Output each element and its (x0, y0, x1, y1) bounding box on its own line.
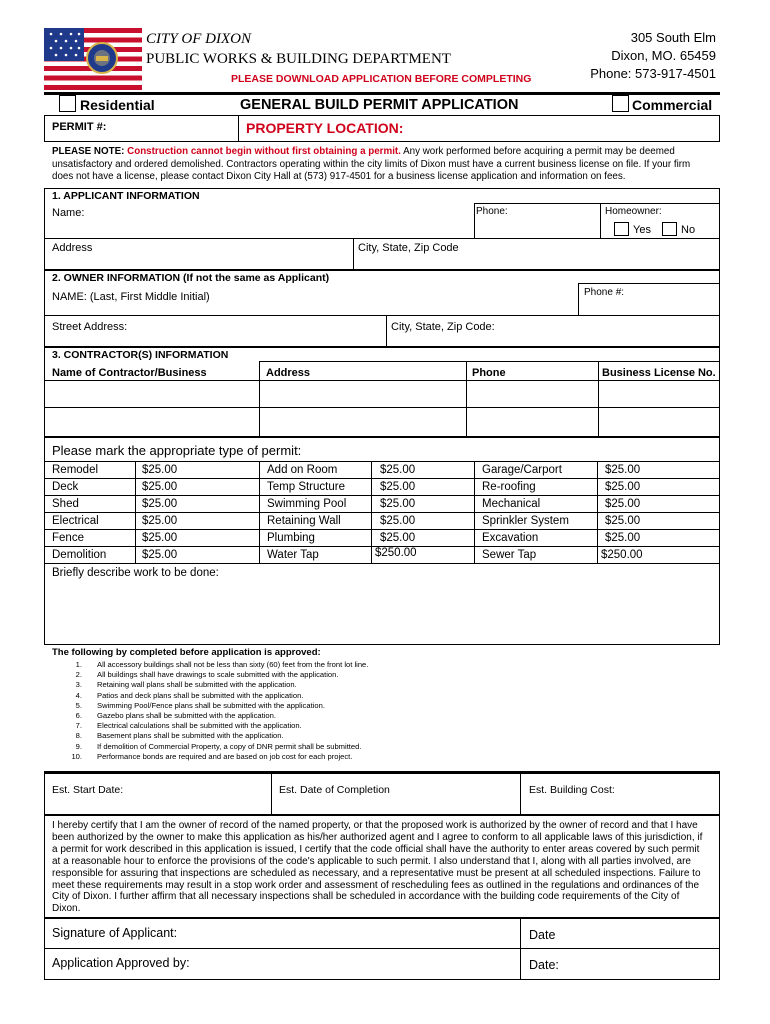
permit-type-heading: Please mark the appropriate type of permit: (52, 443, 302, 458)
contractor-row-2-license[interactable] (600, 409, 718, 435)
permit-type-shed[interactable]: Shed (52, 498, 79, 510)
permit-grid-col-2 (259, 461, 260, 563)
homeowner-no-checkbox[interactable] (662, 222, 677, 236)
permit-type-plumbing[interactable]: Plumbing (267, 532, 315, 544)
owner-city-state-zip-field[interactable] (505, 318, 715, 345)
permit-fee-retaining-wall: $25.00 (380, 515, 416, 527)
applicant-heading: 1. APPLICANT INFORMATION (52, 190, 200, 202)
permit-type-garage-carport[interactable]: Garage/Carport (482, 464, 562, 476)
contractor-row-1-name[interactable] (46, 382, 257, 406)
requirement-text: Retaining wall plans shall be submitted with the application. (97, 680, 297, 690)
permit-grid-line-3 (44, 512, 720, 513)
contractor-row-1-phone[interactable] (468, 382, 596, 406)
applicant-address-label: Address (52, 242, 93, 254)
requirement-number: 3. (75, 680, 82, 690)
signature-applicant-field[interactable] (200, 921, 516, 946)
applicant-city-state-zip-label: City, State, Zip Code (358, 242, 459, 254)
contractor-row-2-phone[interactable] (468, 409, 596, 435)
permit-type-demolition[interactable]: Demolition (52, 549, 107, 561)
describe-work-label: Briefly describe work to be done: (52, 567, 219, 579)
contractor-row-2-name[interactable] (46, 409, 257, 435)
requirements-list (60, 660, 368, 762)
permit-type-remodel[interactable]: Remodel (52, 464, 99, 476)
notice-line2: unsatisfactory and ordered demolished. Contractors operating within the city limits of Dixon must have a current business license on file. If your firm (52, 158, 691, 170)
requirement-number: 8. (75, 731, 82, 741)
permit-type-temp-structure[interactable]: Temp Structure (267, 481, 345, 493)
permit-fee-sprinkler-system: $25.00 (605, 515, 641, 527)
permit-fee-deck: $25.00 (142, 481, 178, 493)
certification-line: a permit for work described in this application is issued, I certify that the code official shall have the authority to enter areas covered by such permit (52, 843, 700, 855)
contractor-col-divider-3 (598, 361, 599, 437)
department-name: PUBLIC WORKS & BUILDING DEPARTMENT (146, 51, 451, 67)
homeowner-label: Homeowner: (605, 206, 662, 217)
requirement-number: 4. (75, 690, 82, 700)
contractor-col-name: Name of Contractor/Business (52, 367, 207, 379)
owner-phone-field[interactable] (582, 298, 716, 314)
certification-line: Dixon. (52, 903, 81, 915)
approved-date-label: Date: (529, 958, 559, 972)
owner-street-field[interactable] (140, 318, 383, 345)
flag-logo (44, 28, 142, 90)
residential-checkbox[interactable] (59, 95, 76, 112)
applicant-row-line (44, 238, 720, 239)
certification-line: City of Dixon. I further affirm that all necessary inspections shall be scheduled in accordance with the building code requirements of the City of (52, 891, 680, 903)
requirement-number: 1. (75, 660, 82, 669)
applicant-address-field[interactable] (100, 240, 350, 268)
est-completion-label: Est. Date of Completion (279, 784, 390, 796)
estimates-divider-1 (271, 773, 272, 815)
permit-type-electrical[interactable]: Electrical (52, 515, 99, 527)
requirement-item (60, 721, 368, 731)
permit-grid-col-3 (371, 461, 372, 563)
permit-type-retaining-wall[interactable]: Retaining Wall (267, 515, 341, 527)
permit-type-add-on-room[interactable]: Add on Room (267, 464, 338, 476)
estimates-divider-2 (520, 773, 521, 815)
certification-text (52, 820, 716, 915)
contractor-row-2-address[interactable] (261, 409, 464, 435)
permit-grid-line-4 (44, 529, 720, 530)
owner-name-field[interactable] (230, 286, 575, 313)
approved-by-label: Application Approved by: (52, 956, 190, 970)
certification-line: I hereby certify that I am the owner of record of the named property, or that the proposed work is authorized by the owner of record and that I have (52, 820, 698, 831)
approved-by-field[interactable] (210, 951, 516, 977)
office-address-line2: Dixon, MO. 65459 (611, 48, 716, 63)
permit-fee-temp-structure: $25.00 (380, 481, 416, 493)
owner-heading: 2. OWNER INFORMATION (If not the same as Applicant) (52, 272, 330, 284)
permit-type-deck[interactable]: Deck (52, 481, 79, 493)
contractor-row-1-address[interactable] (261, 382, 464, 406)
est-start-date-label: Est. Start Date: (52, 784, 124, 796)
notice-red-text: Construction cannot begin without first obtaining a permit. (127, 146, 401, 157)
requirement-number: 6. (75, 711, 82, 721)
requirement-text: All buildings shall have drawings to scale submitted with the application. (97, 670, 339, 680)
contractor-col-divider-1 (259, 361, 260, 437)
contractor-row-line (44, 407, 720, 408)
contractor-col-address: Address (266, 367, 311, 379)
requirement-number: 2. (75, 670, 82, 680)
permit-row-divider (238, 115, 239, 142)
describe-work-field[interactable] (48, 583, 716, 641)
permit-fee-add-on-room: $25.00 (380, 464, 416, 476)
permit-type-excavation[interactable]: Excavation (482, 532, 539, 544)
contractor-row-1-license[interactable] (600, 382, 718, 406)
contractor-header-line (44, 380, 720, 381)
applicant-phone-field[interactable] (478, 218, 596, 236)
property-location-label: PROPERTY LOCATION: (246, 120, 404, 136)
owner-row-line (44, 315, 720, 316)
homeowner-yes-checkbox[interactable] (614, 222, 629, 236)
notice-line3: does not have a license, please contact Dixon City Hall at (573) 917-4501 for a business license application and information on fees. (52, 171, 626, 182)
est-building-cost-label: Est. Building Cost: (529, 784, 615, 796)
contractor-col-divider-2 (466, 361, 467, 437)
download-notice: PLEASE DOWNLOAD APPLICATION BEFORE COMPLETING (231, 73, 532, 85)
applicant-city-state-zip-field[interactable] (470, 240, 715, 268)
requirement-text: Gazebo plans shall be submitted with the application. (97, 711, 276, 721)
requirement-text: Performance bonds are required and are based on job cost for each project. (97, 751, 353, 761)
est-start-date-field[interactable] (48, 798, 268, 813)
homeowner-yes-label: Yes (633, 224, 651, 236)
permit-fee-swimming-pool: $25.00 (380, 498, 416, 510)
permit-fee-sewer-tap: $250.00 (601, 549, 643, 561)
permit-grid-bottom (44, 563, 720, 564)
homeowner-no-label: No (681, 224, 696, 236)
requirement-number: 10. (71, 751, 82, 761)
form-title: GENERAL BUILD PERMIT APPLICATION (240, 97, 519, 113)
requirement-number: 9. (75, 741, 82, 751)
city-name: CITY OF DIXON (146, 31, 252, 47)
requirement-text: All accessory buildings shall not be less than sixty (60) feet from the front lot line. (97, 660, 369, 669)
requirement-item (60, 752, 368, 762)
owner-phone-label: Phone #: (584, 287, 625, 298)
requirements-heading: The following by completed before application is approved: (52, 647, 321, 658)
owner-street-label: Street Address: (52, 321, 128, 333)
permit-fee-mechanical: $25.00 (605, 498, 641, 510)
est-building-cost-field[interactable] (524, 798, 717, 813)
contractor-subheading-line (259, 361, 720, 362)
owner-divider-1 (578, 283, 579, 315)
permit-fee-excavation: $25.00 (605, 532, 641, 544)
signature-row-line (44, 948, 720, 949)
contractor-col-license: Business License No. (602, 367, 716, 379)
office-address-line1: 305 South Elm (630, 30, 716, 45)
requirement-text: Swimming Pool/Fence plans shall be submitted with the application. (97, 700, 325, 710)
requirement-item (60, 680, 368, 690)
property-location-field[interactable] (410, 118, 715, 139)
notice-line1: Any work performed before acquiring a permit may be deemed (403, 146, 675, 157)
commercial-checkbox[interactable] (612, 95, 629, 112)
permit-fee-remodel: $25.00 (142, 464, 178, 476)
permit-fee-electrical: $25.00 (142, 515, 178, 527)
permit-number-label: PERMIT #: (52, 121, 107, 133)
permit-grid-col-4 (474, 461, 475, 563)
applicant-divider-3 (353, 238, 354, 270)
owner-name-label: NAME: (Last, First Middle Initial) (52, 291, 210, 303)
permit-fee-re-roofing: $25.00 (605, 481, 641, 493)
permit-grid-col-1 (135, 461, 136, 563)
requirement-item (60, 660, 368, 670)
permit-grid-col-5 (597, 461, 598, 563)
permit-grid-line-1 (44, 478, 720, 479)
requirement-item (60, 711, 368, 721)
residential-label: Residential (80, 97, 155, 113)
certification-line: at a reasonable hour to enforce the provisions of the code's applicable to such permit. I also understand that I, along with all parties involved, are (52, 855, 691, 867)
requirement-number: 5. (75, 700, 82, 710)
permit-fee-garage-carport: $25.00 (605, 464, 641, 476)
requirement-number: 7. (75, 721, 82, 731)
applicant-name-field[interactable] (90, 204, 470, 236)
requirement-item (60, 701, 368, 711)
contractor-heading: 3. CONTRACTOR(S) INFORMATION (52, 349, 229, 361)
permit-fee-plumbing: $25.00 (380, 532, 416, 544)
permit-type-sewer-tap[interactable]: Sewer Tap (482, 549, 537, 561)
approved-date-field[interactable] (565, 951, 717, 977)
signature-divider (520, 918, 521, 980)
permit-type-fence[interactable]: Fence (52, 532, 84, 544)
permit-number-field[interactable] (115, 118, 235, 139)
permit-type-re-roofing[interactable]: Re-roofing (482, 481, 536, 493)
requirement-item (60, 691, 368, 701)
applicant-divider-2 (600, 203, 601, 238)
permit-type-water-tap[interactable]: Water Tap (267, 549, 319, 561)
office-phone: Phone: 573-917-4501 (590, 66, 716, 81)
requirement-text: Basement plans shall be submitted with the application. (97, 731, 284, 741)
signature-applicant-label: Signature of Applicant: (52, 926, 178, 940)
applicant-name-label: Name: (52, 207, 85, 219)
permit-type-mechanical[interactable]: Mechanical (482, 498, 541, 510)
owner-heading-line (578, 283, 720, 284)
requirement-item (60, 742, 368, 752)
certification-line: meet these requirements may result in a stop work order and assessment of rescheduling fees as outlined in the regulations and ordinances of the (52, 879, 700, 891)
requirement-text: Electrical calculations shall be submitted with the application. (97, 721, 302, 731)
signature-date-field[interactable] (565, 921, 717, 946)
permit-fee-water-tap: $250.00 (375, 547, 417, 559)
applicant-heading-line (474, 203, 720, 204)
owner-city-state-zip-label: City, State, Zip Code: (391, 321, 495, 333)
signature-date-label: Date (529, 928, 556, 942)
requirement-item (60, 670, 368, 680)
applicant-divider-1 (474, 203, 475, 238)
requirement-item (60, 731, 368, 741)
permit-fee-demolition: $25.00 (142, 549, 178, 561)
permit-type-sprinkler-system[interactable]: Sprinkler System (482, 515, 569, 527)
applicant-phone-label: Phone: (476, 206, 508, 217)
requirement-text: If demolition of Commercial Property, a copy of DNR permit shall be submitted. (97, 741, 362, 751)
contractor-col-phone: Phone (472, 367, 506, 379)
commercial-label: Commercial (632, 97, 713, 113)
permit-grid-top (44, 461, 720, 462)
owner-divider-2 (386, 315, 387, 347)
est-completion-field[interactable] (275, 798, 517, 813)
permit-type-swimming-pool[interactable]: Swimming Pool (267, 498, 347, 510)
permit-grid-line-2 (44, 495, 720, 496)
certification-line: responsible for assuring that inspections are scheduled as necessary, and a representative must be present at all scheduled inspections. Failure to (52, 867, 701, 879)
permit-fee-shed: $25.00 (142, 498, 178, 510)
certification-line: been authorized by the owner to make this application as his/her authorized agent and I agree to conform to all applicable laws of this jurisdiction, if (52, 831, 703, 843)
notice-prefix: PLEASE NOTE: (52, 146, 125, 157)
permit-fee-fence: $25.00 (142, 532, 178, 544)
requirement-text: Patios and deck plans shall be submitted with the application. (97, 690, 304, 700)
notice-text (52, 146, 716, 184)
